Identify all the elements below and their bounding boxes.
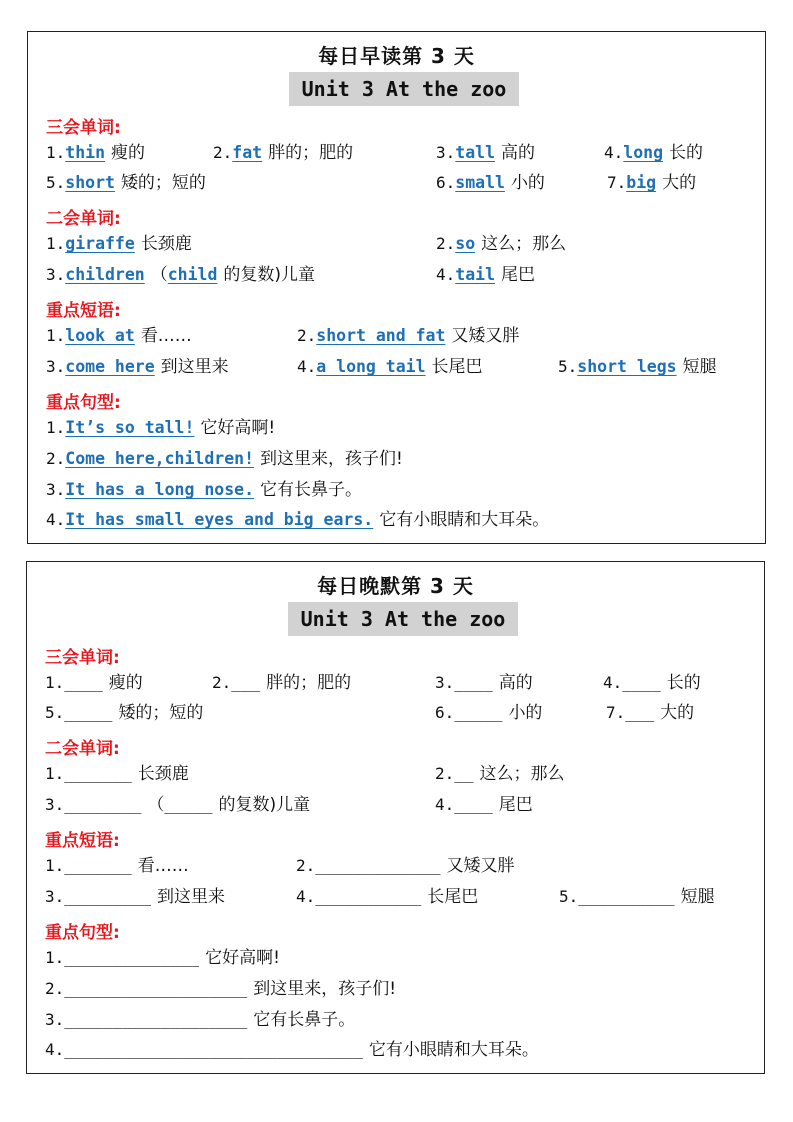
evening-sentence-item: 4._______________________________ 它有小眼睛和大耳朵。 (45, 1040, 539, 1060)
evening-sentence-row (45, 946, 764, 970)
evening-word-item: 5._____ 矮的；短的 (45, 703, 204, 723)
morning-phrase-item: 3.come here 到这里来 (46, 357, 229, 377)
morning-phrase-item: 4.a long tail 长尾巴 (297, 357, 483, 377)
answer-blank: ___________ (315, 887, 422, 906)
evening-section-two-level-words: 二会单词: (45, 739, 120, 759)
evening-word-item: 2.__ 这么；那么 (435, 764, 565, 784)
morning-section-two-level-words: 二会单词: (46, 209, 121, 229)
morning-vocab-row-2 (46, 263, 765, 287)
morning-sentence-row (46, 508, 765, 532)
morning-vocab-row-1 (46, 232, 765, 256)
morning-word-item: 1.thin 瘦的 (46, 143, 146, 163)
evening-word-item: 2.___ 胖的；肥的 (212, 673, 352, 693)
answer-blank: __________ (578, 887, 675, 906)
evening-word-item: 4.____ 长的 (603, 673, 701, 693)
answer-blank: _______ (64, 764, 132, 783)
answer-blank: _______ (64, 856, 132, 875)
morning-section-key-sentences: 重点句型: (46, 393, 121, 413)
answer-blank: _________ (64, 887, 151, 906)
morning-word-item: 4.tail 尾巴 (436, 265, 536, 285)
morning-word-item: 3.children （child 的复数)儿童 (46, 265, 316, 285)
evening-dictation-card (26, 561, 765, 1074)
evening-phrase-item: 4.___________ 长尾巴 (296, 887, 479, 907)
evening-word-item: 4.____ 尾巴 (435, 795, 533, 815)
morning-sentence-item: 3.It has a long nose. 它有长鼻子。 (46, 480, 363, 500)
morning-section-three-level-words: 三会单词: (46, 118, 121, 138)
evening-phrase-item: 2._____________ 又矮又胖 (296, 856, 515, 876)
morning-words-row-1 (46, 141, 765, 165)
morning-sentence-item: 1.It’s so tall! 它好高啊! (46, 418, 276, 438)
answer-blank: ______________ (64, 948, 200, 967)
morning-reading-card (27, 31, 766, 544)
evening-word-item: 3.____ 高的 (435, 673, 533, 693)
morning-words-row-2 (46, 171, 765, 195)
answer-blank: ___________________ (64, 979, 248, 998)
answer-blank: ________ (64, 795, 142, 814)
evening-word-item: 7.___ 大的 (606, 703, 695, 723)
morning-phrases-row-2 (46, 355, 765, 379)
morning-word-item: 2.fat 胖的；肥的 (213, 143, 354, 163)
evening-word-item: 1._______ 长颈鹿 (45, 764, 189, 784)
morning-word-item: 6.small 小的 (436, 173, 545, 193)
morning-word-item: 1.giraffe 长颈鹿 (46, 234, 192, 254)
answer-blank: ___ (231, 673, 261, 692)
answer-blank: _____ (164, 795, 213, 814)
answer-blank: _____________ (315, 856, 441, 875)
answer-blank: ____ (64, 673, 103, 692)
answer-blank: _____ (454, 703, 503, 722)
evening-section-key-phrases: 重点短语: (45, 831, 120, 851)
evening-phrase-item: 1._______ 看…… (45, 856, 189, 876)
evening-section-three-level-words: 三会单词: (45, 648, 120, 668)
morning-sentence-item: 2.Come here,children! 到这里来，孩子们! (46, 449, 403, 469)
answer-blank: ____ (622, 673, 661, 692)
morning-phrase-item: 1.look at 看…… (46, 326, 192, 346)
morning-word-item: 7.big 大的 (607, 173, 697, 193)
answer-blank: _____ (64, 703, 113, 722)
evening-vocab-row-1 (45, 762, 764, 786)
morning-word-item: 2.so 这么；那么 (436, 234, 567, 254)
evening-word-item: 3.________ （_____ 的复数)儿童 (45, 795, 311, 815)
morning-sentence-row (46, 416, 765, 440)
evening-words-row-2 (45, 701, 764, 725)
evening-section-key-sentences: 重点句型: (45, 923, 120, 943)
evening-sentence-item: 3.___________________ 它有长鼻子。 (45, 1010, 356, 1030)
evening-phrase-item: 5.__________ 短腿 (559, 887, 715, 907)
morning-word-item: 5.short 矮的；短的 (46, 173, 206, 193)
evening-sentence-row (45, 1008, 764, 1032)
evening-phrase-item: 3._________ 到这里来 (45, 887, 225, 907)
evening-phrases-row-1 (45, 854, 764, 878)
evening-phrases-row-2 (45, 885, 764, 909)
evening-unit-banner: Unit 3 At the zoo (288, 602, 518, 636)
answer-blank: __ (454, 764, 474, 783)
morning-sentence-row (46, 447, 765, 471)
evening-sentence-row (45, 977, 764, 1001)
morning-word-item: 3.tall 高的 (436, 143, 536, 163)
answer-blank: ____ (454, 795, 493, 814)
evening-words-row-1 (45, 671, 764, 695)
morning-phrase-item: 2.short and fat 又矮又胖 (297, 326, 520, 346)
evening-vocab-row-2 (45, 793, 764, 817)
morning-unit-banner: Unit 3 At the zoo (289, 72, 519, 106)
answer-blank: ___ (625, 703, 655, 722)
answer-blank: _______________________________ (64, 1040, 363, 1059)
evening-sentence-item: 2.___________________ 到这里来，孩子们! (45, 979, 397, 999)
evening-sentence-item: 1.______________ 它好高啊! (45, 948, 280, 968)
morning-phrase-item: 5.short legs 短腿 (558, 357, 717, 377)
answer-blank: ____ (454, 673, 493, 692)
evening-word-item: 6._____ 小的 (435, 703, 543, 723)
morning-word-item: 4.long 长的 (604, 143, 704, 163)
morning-section-key-phrases: 重点短语: (46, 301, 121, 321)
morning-sentence-item: 4.It has small eyes and big ears. 它有小眼睛和大耳朵。 (46, 510, 550, 530)
morning-title: 每日早读第 3 天 (318, 44, 475, 68)
morning-sentence-row (46, 478, 765, 502)
evening-title: 每日晚默第 3 天 (317, 574, 474, 598)
answer-blank: ___________________ (64, 1010, 248, 1029)
evening-sentence-row (45, 1038, 764, 1062)
evening-word-item: 1.____ 瘦的 (45, 673, 143, 693)
morning-phrases-row-1 (46, 324, 765, 348)
